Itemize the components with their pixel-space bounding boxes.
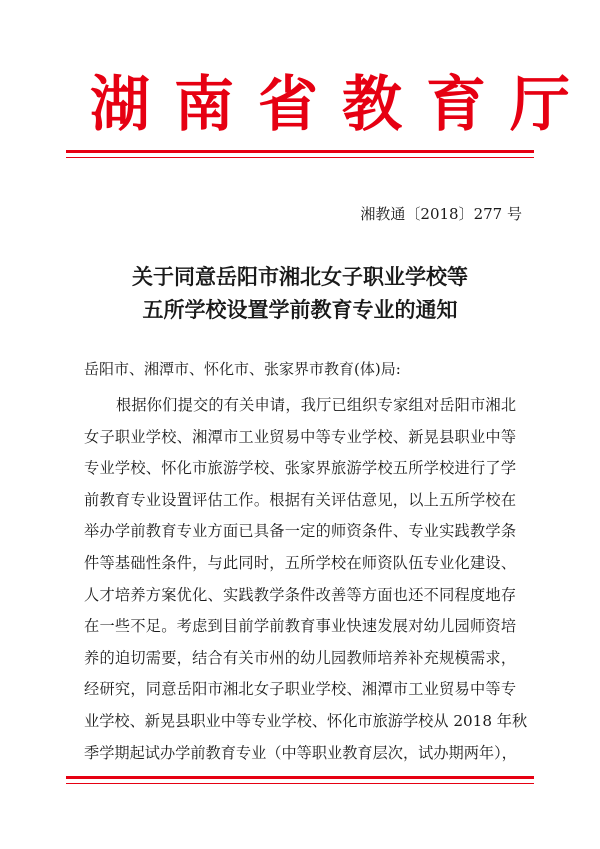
body-line: 养的迫切需要，结合有关市州的幼儿园教师培养补充规模需求， [84, 648, 516, 667]
body-line: 前教育专业设置评估工作。根据有关评估意见，以上五所学校在 [84, 490, 516, 509]
footer-rule-thin [66, 783, 534, 784]
addressee: 岳阳市、湘潭市、怀化市、张家界市教育(体)局: [84, 360, 401, 378]
body-line: 人才培养方案优化、实践教学条件改善等方面也还不同程度地存 [84, 585, 516, 604]
body-line: 根据你们提交的有关申请，我厅已组织专家组对岳阳市湘北 [116, 396, 516, 414]
body-line: 在一些不足。考虑到目前学前教育事业快速发展对幼儿园师资培 [84, 617, 516, 636]
document-number: 湘教通〔2018〕277 号 [360, 205, 522, 223]
body-line: 女子职业学校、湘潭市工业贸易中等专业学校、新晃县职业中等 [84, 427, 516, 446]
body-line: 举办学前教育专业方面已具备一定的师资条件、专业实践教学条 [84, 522, 516, 541]
letterhead-rule-thin [66, 157, 534, 158]
body-line: 经研究，同意岳阳市湘北女子职业学校、湘潭市工业贸易中等专 [84, 680, 516, 699]
document-title-line-1: 关于同意岳阳市湘北女子职业学校等 [132, 264, 468, 289]
body-line: 件等基础性条件，与此同时，五所学校在师资队伍专业化建设、 [84, 554, 516, 572]
body-line: 季学期起试办学前教育专业（中等职业教育层次，试办期两年）， [84, 743, 517, 762]
body-line: 专业学校、怀化市旅游学校、张家界旅游学校五所学校进行了学 [84, 459, 516, 478]
letterhead-rule-thick [66, 150, 534, 153]
body-line: 业学校、新晃县职业中等专业学校、怀化市旅游学校从 2018 年秋 [84, 712, 528, 730]
footer-rule-thick [66, 776, 534, 779]
letterhead-title: 湖南省教育厅 [90, 70, 594, 140]
document-title-line-2: 五所学校设置学前教育专业的通知 [142, 297, 458, 322]
